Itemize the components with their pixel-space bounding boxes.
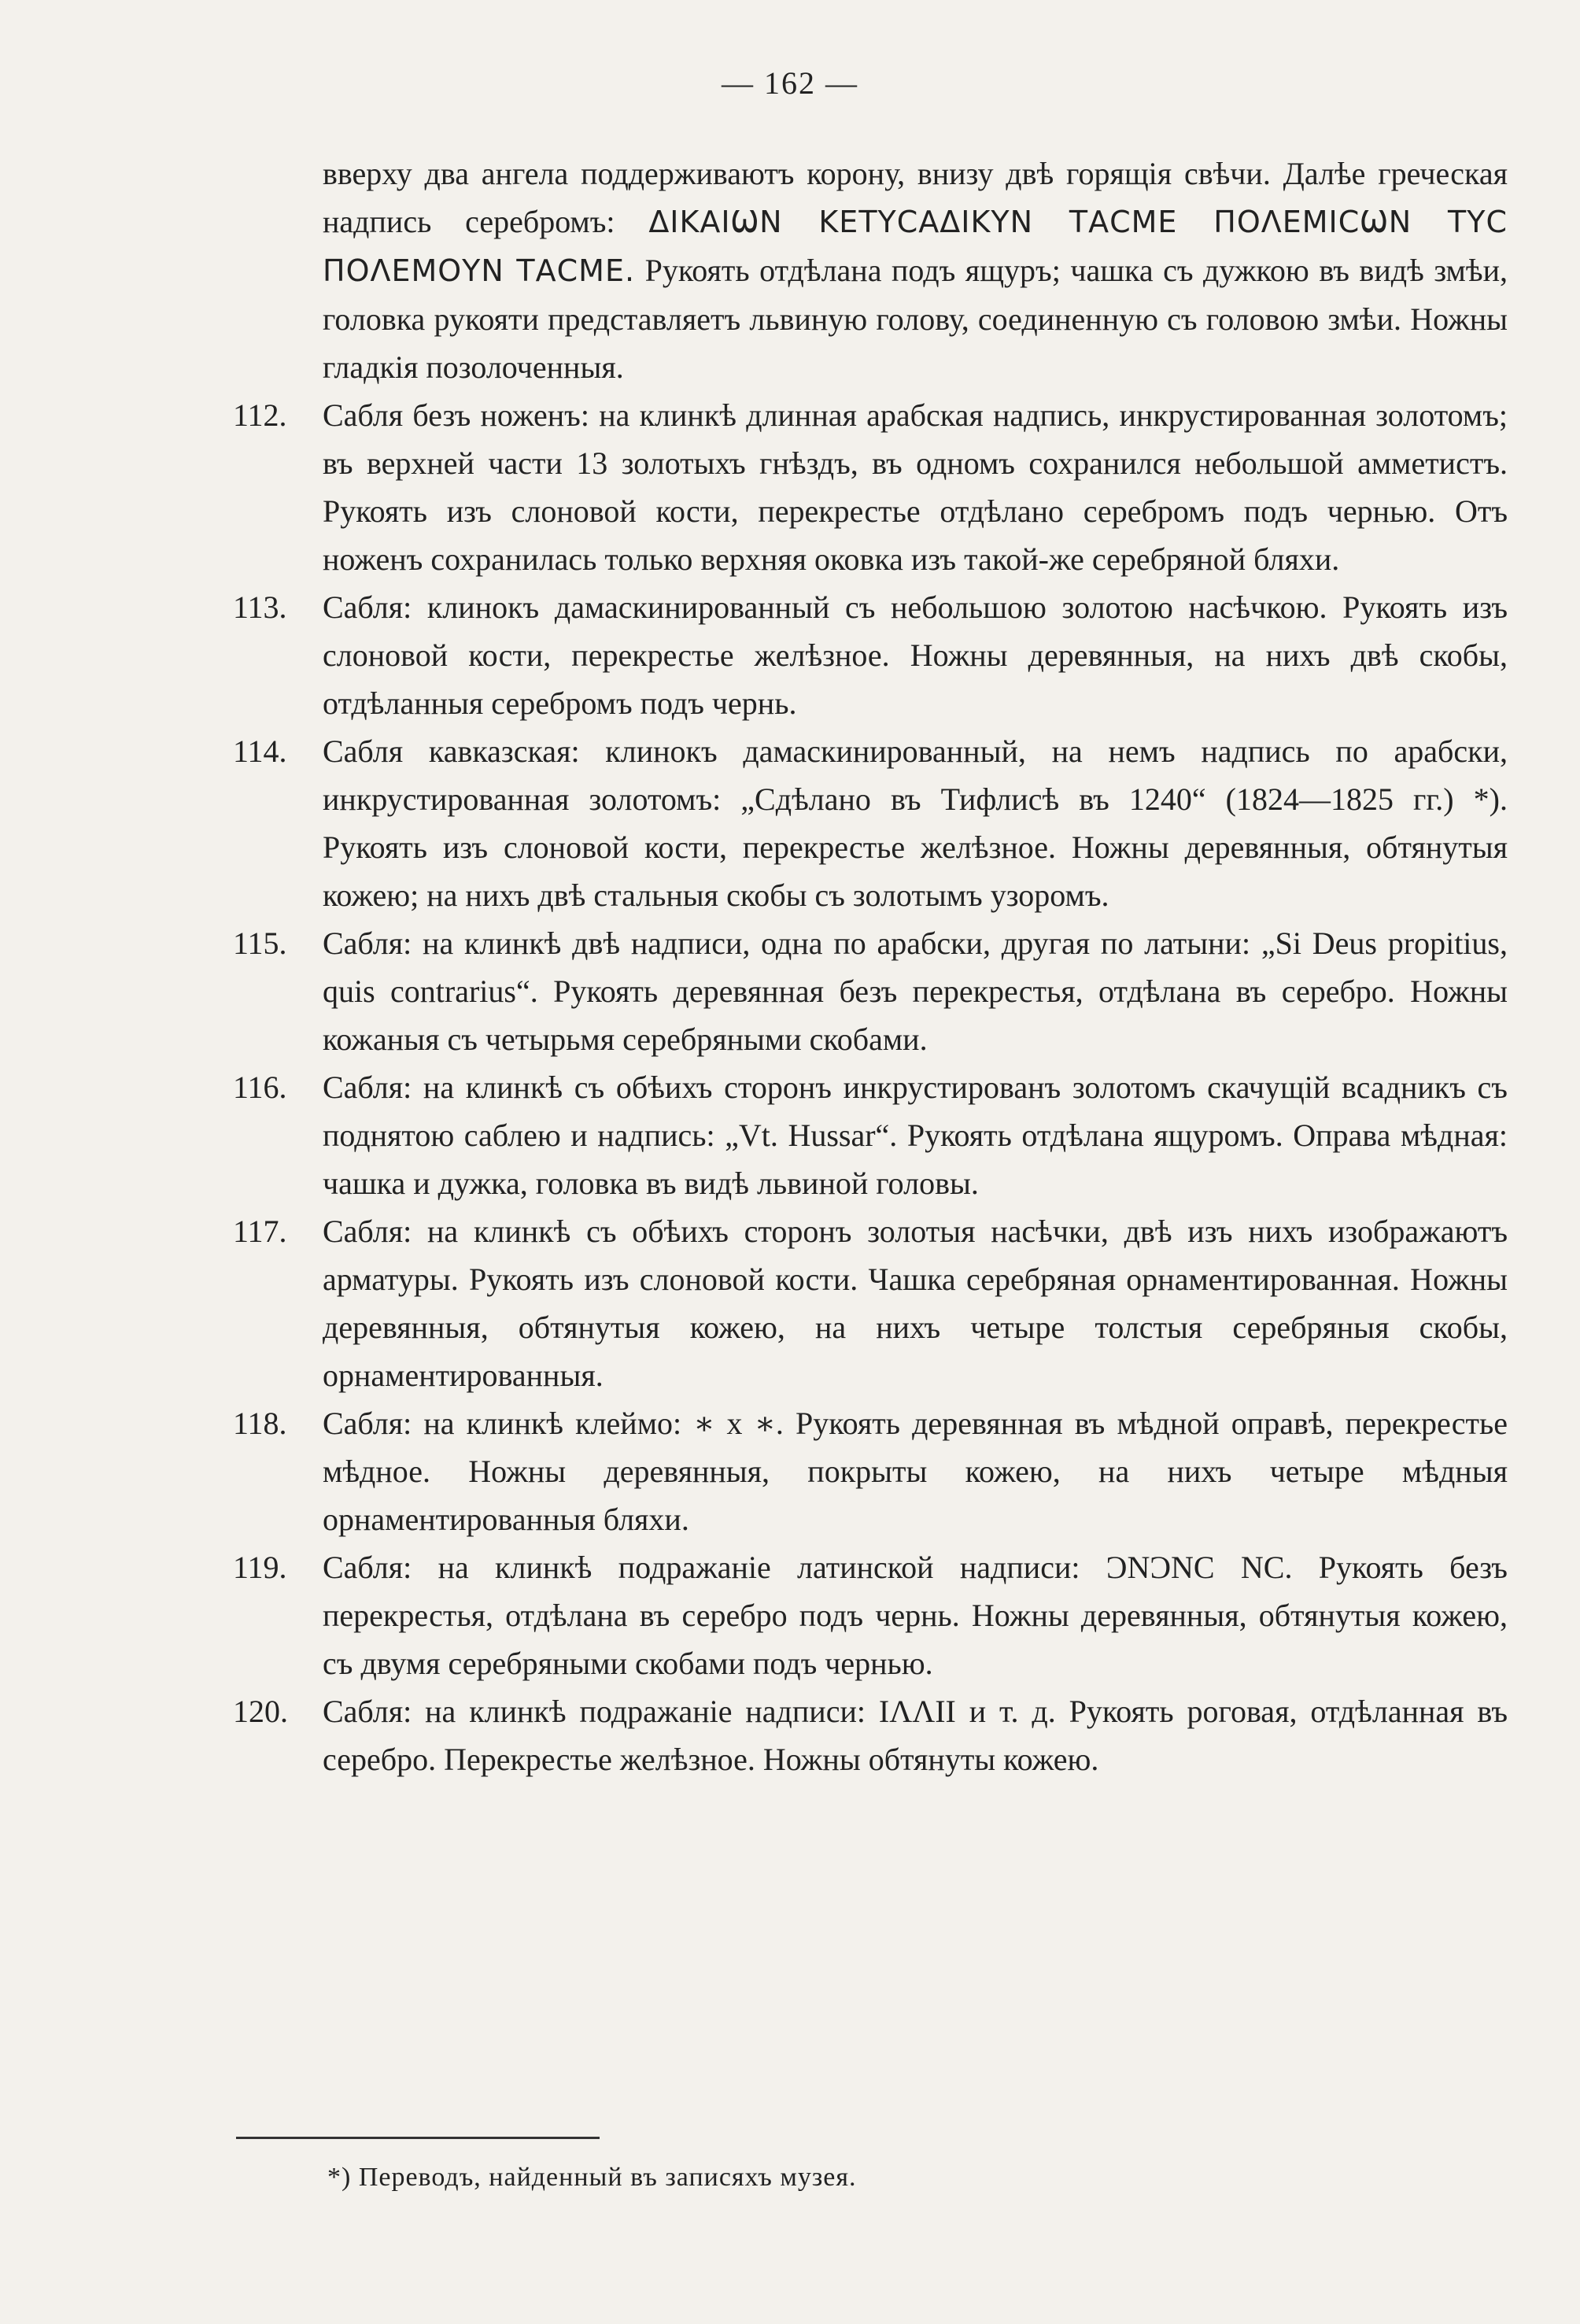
greek-inscription: ΔΙΚΑΙѠΝ ΚΕΤΥCΑΔΙΚΥΝ ΤΑСΜΕ ΠΟΛΕΜΙCѠΝ ΤΥC ΠΟΛΕΜΟΥΝ ΤΑСΜΕ.	[323, 205, 1508, 288]
entry-number: 114.	[233, 733, 287, 769]
intro-text-end: Рукоять отдѣлана подъ ящуръ; чашка съ дужкою въ видѣ змѣи, головка рукояти представляетъ львиную голову, соединенную съ головою змѣи. Ножны гладкія позолоченныя.	[323, 253, 1508, 385]
entry-113	[233, 583, 1508, 727]
entry-116	[233, 1063, 1508, 1207]
entry-text: Сабля: на клинкѣ подражаніе надписи: IΛΛII и т. д. Рукоять роговая, отдѣланная въ серебро. Перекрестье желѣзное. Ножны обтянуты кожею.	[323, 1694, 1508, 1777]
entry-text: Сабля: на клинкѣ двѣ надписи, одна по арабски, другая по латыни: „Si Deus propitius, quis contrarius“. Рукоять деревянная безъ перекрестья, отдѣлана въ серебро. Ножны кожаныя съ четырьмя серебряными скобами.	[323, 926, 1508, 1057]
entry-114	[233, 727, 1508, 919]
entry-text: Сабля: на клинкѣ клеймо: ∗ x ∗. Рукоять деревянная въ мѣдной оправѣ, перекрестье мѣдное. Ножны деревянныя, покрыты кожею, на нихъ четыре мѣдныя орнаментированныя бляхи.	[323, 1406, 1508, 1537]
entry-119	[233, 1543, 1508, 1687]
entry-number: 120.	[233, 1694, 288, 1729]
entry-number: 117.	[233, 1214, 287, 1249]
entry-text: Сабля безъ ноженъ: на клинкѣ длинная арабская надпись, инкрустированная золотомъ; въ верхней части 13 золотыхъ гнѣздъ, въ одномъ сохранился небольшой амметистъ. Рукоять изъ слоновой кости, перекрестье отдѣлано серебромъ подъ чернью. Отъ ноженъ сохранилась только верхняя оковка изъ такой-же серебряной бляхи.	[323, 397, 1508, 577]
entry-112	[233, 391, 1508, 583]
entry-text: Сабля: на клинкѣ подражаніе латинской надписи: ƆNƆNC NC. Рукоять безъ перекрестья, отдѣлана въ серебро подъ чернь. Ножны деревянныя, обтянутыя кожею, съ двумя серебряными скобами подъ чернью.	[323, 1550, 1508, 1681]
entry-120	[233, 1687, 1508, 1783]
entry-number: 119.	[233, 1550, 287, 1585]
entry-text: Сабля кавказская: клинокъ дамаскинированный, на немъ надпись по арабски, инкрустированная золотомъ: „Сдѣлано въ Тифлисѣ въ 1240“ (1824—1825 гг.) *). Рукоять изъ слоновой кости, перекрестье желѣзное. Ножны деревянныя, обтянутыя кожею; на нихъ двѣ стальныя скобы съ золотымъ узоромъ.	[323, 733, 1508, 913]
entry-118	[233, 1399, 1508, 1543]
entry-115	[233, 919, 1508, 1063]
entry-text: Сабля: на клинкѣ съ обѣихъ сторонъ инкрустированъ золотомъ скачущій всадникъ съ поднятою саблею и надпись: „Vt. Hussar“. Рукоять отдѣлана ящуромъ. Оправа мѣдная: чашка и дужка, головка въ видѣ львиной головы.	[323, 1070, 1508, 1201]
footnote: *) Переводъ, найденный въ записяхъ музея.	[327, 2163, 857, 2192]
entry-text: Сабля: на клинкѣ съ обѣихъ сторонъ золотыя насѣчки, двѣ изъ нихъ изображаютъ арматуры. Рукоять изъ слоновой кости. Чашка серебряная орнаментированная. Ножны деревянныя, обтянутыя кожею, на нихъ четыре толстыя серебряныя скобы, орнаментированныя.	[323, 1214, 1508, 1393]
entry-number: 112.	[233, 397, 287, 433]
footnote-divider	[236, 2137, 600, 2139]
intro-text-start: вверху два ангела поддерживаютъ корону, внизу двѣ горящія свѣчи. Далѣе греческая надпись серебромъ:	[323, 156, 1508, 239]
intro-paragraph	[323, 150, 1508, 391]
entry-text: Сабля: клинокъ дамаскинированный съ небольшою золотою насѣчкою. Рукоять изъ слоновой кости, перекрестье желѣзное. Ножны деревянныя, на нихъ двѣ скобы, отдѣланныя серебромъ подъ чернь.	[323, 589, 1508, 721]
entry-number: 116.	[233, 1070, 287, 1105]
entry-number: 115.	[233, 926, 287, 961]
entry-117	[233, 1207, 1508, 1399]
entry-number: 118.	[233, 1406, 287, 1441]
page-number: — 162 —	[722, 65, 858, 101]
entry-number: 113.	[233, 589, 287, 625]
document-body	[233, 150, 1508, 1783]
